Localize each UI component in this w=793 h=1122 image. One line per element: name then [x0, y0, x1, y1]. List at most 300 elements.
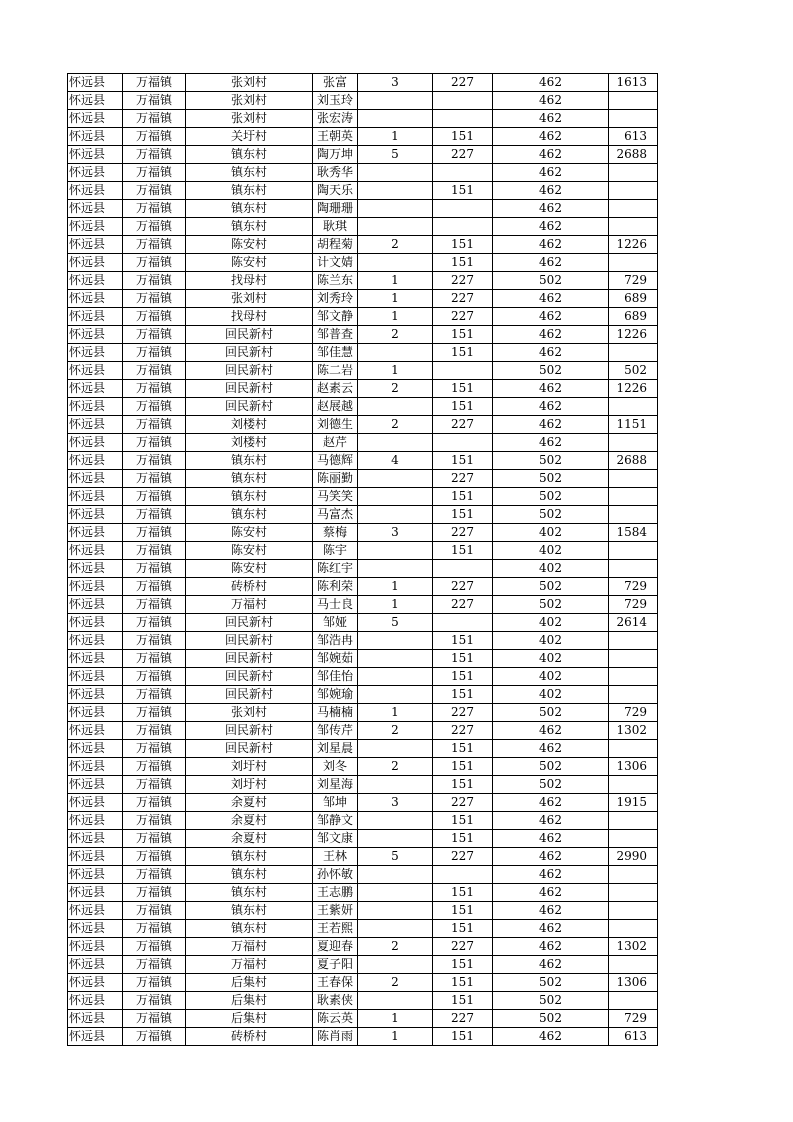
- county-cell: 怀远县: [68, 794, 123, 812]
- town-cell: 万福镇: [123, 326, 186, 344]
- name-cell: 邹佳怡: [313, 668, 358, 686]
- total-cell: 1226: [609, 380, 658, 398]
- table-row: [68, 380, 658, 398]
- village-cell: 砖桥村: [186, 578, 313, 596]
- county-cell: 怀远县: [68, 668, 123, 686]
- amount-b-cell: 502: [493, 704, 609, 722]
- total-cell: 729: [609, 596, 658, 614]
- amount-a-cell: 151: [433, 488, 493, 506]
- household-size-cell: 2: [358, 326, 433, 344]
- name-cell: 计文婧: [313, 254, 358, 272]
- name-cell: 张富: [313, 74, 358, 92]
- amount-b-cell: 462: [493, 884, 609, 902]
- town-cell: 万福镇: [123, 362, 186, 380]
- table-row: [68, 704, 658, 722]
- household-size-cell: [358, 650, 433, 668]
- table-row: [68, 632, 658, 650]
- village-cell: 回民新村: [186, 632, 313, 650]
- name-cell: 陈丽勤: [313, 470, 358, 488]
- name-cell: 夏迎春: [313, 938, 358, 956]
- name-cell: 赵芹: [313, 434, 358, 452]
- village-cell: 余夏村: [186, 794, 313, 812]
- amount-b-cell: 502: [493, 470, 609, 488]
- town-cell: 万福镇: [123, 668, 186, 686]
- amount-a-cell: 151: [433, 506, 493, 524]
- town-cell: 万福镇: [123, 146, 186, 164]
- table-row: [68, 200, 658, 218]
- village-cell: 后集村: [186, 974, 313, 992]
- total-cell: [609, 866, 658, 884]
- name-cell: 马笑笑: [313, 488, 358, 506]
- name-cell: 陈二岩: [313, 362, 358, 380]
- town-cell: 万福镇: [123, 632, 186, 650]
- village-cell: 陈安村: [186, 254, 313, 272]
- amount-b-cell: 502: [493, 272, 609, 290]
- amount-b-cell: 462: [493, 920, 609, 938]
- amount-b-cell: 402: [493, 560, 609, 578]
- county-cell: 怀远县: [68, 218, 123, 236]
- name-cell: 邹普查: [313, 326, 358, 344]
- table-row: [68, 74, 658, 92]
- amount-b-cell: 462: [493, 398, 609, 416]
- amount-a-cell: 151: [433, 398, 493, 416]
- total-cell: [609, 560, 658, 578]
- amount-b-cell: 462: [493, 434, 609, 452]
- table-row: [68, 434, 658, 452]
- village-cell: 回民新村: [186, 668, 313, 686]
- amount-a-cell: 227: [433, 1010, 493, 1028]
- table-row: [68, 578, 658, 596]
- village-cell: 陈安村: [186, 560, 313, 578]
- table-row: [68, 524, 658, 542]
- amount-b-cell: 462: [493, 326, 609, 344]
- amount-a-cell: 151: [433, 920, 493, 938]
- amount-a-cell: 151: [433, 902, 493, 920]
- amount-a-cell: 227: [433, 308, 493, 326]
- village-cell: 张刘村: [186, 704, 313, 722]
- amount-a-cell: 151: [433, 992, 493, 1010]
- town-cell: 万福镇: [123, 380, 186, 398]
- village-cell: 刘圩村: [186, 776, 313, 794]
- name-cell: 陈宇: [313, 542, 358, 560]
- county-cell: 怀远县: [68, 254, 123, 272]
- total-cell: [609, 398, 658, 416]
- town-cell: 万福镇: [123, 488, 186, 506]
- total-cell: 1226: [609, 236, 658, 254]
- amount-a-cell: 227: [433, 470, 493, 488]
- county-cell: 怀远县: [68, 398, 123, 416]
- table-body: [68, 74, 658, 1046]
- table-row: [68, 884, 658, 902]
- total-cell: 729: [609, 578, 658, 596]
- town-cell: 万福镇: [123, 758, 186, 776]
- amount-a-cell: 227: [433, 704, 493, 722]
- amount-a-cell: 151: [433, 776, 493, 794]
- town-cell: 万福镇: [123, 596, 186, 614]
- county-cell: 怀远县: [68, 128, 123, 146]
- name-cell: 陶万坤: [313, 146, 358, 164]
- total-cell: [609, 164, 658, 182]
- amount-b-cell: 462: [493, 344, 609, 362]
- town-cell: 万福镇: [123, 830, 186, 848]
- county-cell: 怀远县: [68, 560, 123, 578]
- amount-b-cell: 462: [493, 848, 609, 866]
- amount-a-cell: 151: [433, 884, 493, 902]
- table-row: [68, 938, 658, 956]
- amount-b-cell: 462: [493, 110, 609, 128]
- amount-a-cell: 151: [433, 758, 493, 776]
- amount-a-cell: 227: [433, 578, 493, 596]
- amount-a-cell: 151: [433, 344, 493, 362]
- amount-a-cell: 227: [433, 74, 493, 92]
- village-cell: 关圩村: [186, 128, 313, 146]
- town-cell: 万福镇: [123, 254, 186, 272]
- town-cell: 万福镇: [123, 236, 186, 254]
- total-cell: [609, 884, 658, 902]
- amount-b-cell: 462: [493, 164, 609, 182]
- county-cell: 怀远县: [68, 362, 123, 380]
- household-size-cell: [358, 740, 433, 758]
- county-cell: 怀远县: [68, 704, 123, 722]
- household-size-cell: [358, 110, 433, 128]
- county-cell: 怀远县: [68, 722, 123, 740]
- total-cell: 729: [609, 272, 658, 290]
- amount-a-cell: 227: [433, 524, 493, 542]
- table-row: [68, 974, 658, 992]
- amount-b-cell: 402: [493, 614, 609, 632]
- county-cell: 怀远县: [68, 434, 123, 452]
- town-cell: 万福镇: [123, 812, 186, 830]
- household-size-cell: 3: [358, 74, 433, 92]
- amount-a-cell: [433, 110, 493, 128]
- county-cell: 怀远县: [68, 182, 123, 200]
- amount-b-cell: 462: [493, 938, 609, 956]
- name-cell: 夏子阳: [313, 956, 358, 974]
- town-cell: 万福镇: [123, 920, 186, 938]
- county-cell: 怀远县: [68, 380, 123, 398]
- town-cell: 万福镇: [123, 308, 186, 326]
- county-cell: 怀远县: [68, 758, 123, 776]
- town-cell: 万福镇: [123, 506, 186, 524]
- village-cell: 张刘村: [186, 290, 313, 308]
- total-cell: [609, 650, 658, 668]
- total-cell: 689: [609, 290, 658, 308]
- household-size-cell: [358, 956, 433, 974]
- household-size-cell: [358, 506, 433, 524]
- table-row: [68, 794, 658, 812]
- household-size-cell: [358, 686, 433, 704]
- name-cell: 邹静文: [313, 812, 358, 830]
- village-cell: 张刘村: [186, 92, 313, 110]
- amount-b-cell: 462: [493, 380, 609, 398]
- amount-a-cell: 151: [433, 236, 493, 254]
- amount-a-cell: 227: [433, 596, 493, 614]
- village-cell: 镇东村: [186, 506, 313, 524]
- village-cell: 回民新村: [186, 614, 313, 632]
- name-cell: 邹佳慧: [313, 344, 358, 362]
- total-cell: 1613: [609, 74, 658, 92]
- name-cell: 邹文静: [313, 308, 358, 326]
- county-cell: 怀远县: [68, 740, 123, 758]
- table-row: [68, 128, 658, 146]
- amount-b-cell: 462: [493, 254, 609, 272]
- table-row: [68, 362, 658, 380]
- town-cell: 万福镇: [123, 92, 186, 110]
- village-cell: 镇东村: [186, 182, 313, 200]
- household-size-cell: 2: [358, 758, 433, 776]
- total-cell: [609, 956, 658, 974]
- household-size-cell: 3: [358, 524, 433, 542]
- amount-b-cell: 462: [493, 236, 609, 254]
- town-cell: 万福镇: [123, 74, 186, 92]
- table-row: [68, 812, 658, 830]
- amount-b-cell: 502: [493, 506, 609, 524]
- household-size-cell: 2: [358, 974, 433, 992]
- table-row: [68, 164, 658, 182]
- total-cell: [609, 92, 658, 110]
- village-cell: 刘楼村: [186, 416, 313, 434]
- household-size-cell: 1: [358, 308, 433, 326]
- table-row: [68, 848, 658, 866]
- county-cell: 怀远县: [68, 272, 123, 290]
- amount-a-cell: [433, 362, 493, 380]
- amount-a-cell: 151: [433, 974, 493, 992]
- amount-b-cell: 502: [493, 1010, 609, 1028]
- village-cell: 后集村: [186, 1010, 313, 1028]
- household-size-cell: 1: [358, 1028, 433, 1046]
- name-cell: 刘秀玲: [313, 290, 358, 308]
- town-cell: 万福镇: [123, 110, 186, 128]
- amount-b-cell: 462: [493, 92, 609, 110]
- household-size-cell: [358, 434, 433, 452]
- amount-a-cell: [433, 218, 493, 236]
- total-cell: 613: [609, 128, 658, 146]
- town-cell: 万福镇: [123, 650, 186, 668]
- amount-a-cell: [433, 560, 493, 578]
- total-cell: 689: [609, 308, 658, 326]
- amount-a-cell: 151: [433, 812, 493, 830]
- amount-b-cell: 462: [493, 956, 609, 974]
- name-cell: 邹浩冉: [313, 632, 358, 650]
- amount-b-cell: 502: [493, 488, 609, 506]
- name-cell: 王若熙: [313, 920, 358, 938]
- town-cell: 万福镇: [123, 200, 186, 218]
- amount-a-cell: 227: [433, 938, 493, 956]
- name-cell: 王朝英: [313, 128, 358, 146]
- county-cell: 怀远县: [68, 344, 123, 362]
- household-size-cell: [358, 920, 433, 938]
- household-size-cell: 1: [358, 362, 433, 380]
- amount-a-cell: 227: [433, 848, 493, 866]
- household-size-cell: 1: [358, 1010, 433, 1028]
- county-cell: 怀远县: [68, 452, 123, 470]
- name-cell: 马富杰: [313, 506, 358, 524]
- table-row: [68, 650, 658, 668]
- total-cell: [609, 920, 658, 938]
- village-cell: 陈安村: [186, 236, 313, 254]
- table-row: [68, 902, 658, 920]
- village-cell: 回民新村: [186, 380, 313, 398]
- name-cell: 邹文康: [313, 830, 358, 848]
- total-cell: [609, 488, 658, 506]
- amount-a-cell: 151: [433, 128, 493, 146]
- name-cell: 刘冬: [313, 758, 358, 776]
- county-cell: 怀远县: [68, 578, 123, 596]
- name-cell: 陈云英: [313, 1010, 358, 1028]
- table-row: [68, 1028, 658, 1046]
- total-cell: 1584: [609, 524, 658, 542]
- village-cell: 镇东村: [186, 848, 313, 866]
- county-cell: 怀远县: [68, 542, 123, 560]
- table-row: [68, 110, 658, 128]
- village-cell: 镇东村: [186, 884, 313, 902]
- amount-a-cell: 151: [433, 650, 493, 668]
- total-cell: 729: [609, 704, 658, 722]
- total-cell: [609, 542, 658, 560]
- county-cell: 怀远县: [68, 866, 123, 884]
- household-size-cell: 4: [358, 452, 433, 470]
- total-cell: [609, 470, 658, 488]
- village-cell: 陈安村: [186, 542, 313, 560]
- amount-a-cell: [433, 614, 493, 632]
- amount-b-cell: 462: [493, 218, 609, 236]
- county-cell: 怀远县: [68, 470, 123, 488]
- amount-a-cell: 151: [433, 686, 493, 704]
- total-cell: [609, 992, 658, 1010]
- data-table: [67, 73, 658, 1046]
- amount-b-cell: 402: [493, 632, 609, 650]
- table-row: [68, 722, 658, 740]
- county-cell: 怀远县: [68, 632, 123, 650]
- amount-b-cell: 462: [493, 722, 609, 740]
- total-cell: 1151: [609, 416, 658, 434]
- village-cell: 镇东村: [186, 488, 313, 506]
- table-row: [68, 398, 658, 416]
- household-size-cell: 1: [358, 578, 433, 596]
- county-cell: 怀远县: [68, 308, 123, 326]
- county-cell: 怀远县: [68, 686, 123, 704]
- household-size-cell: [358, 668, 433, 686]
- household-size-cell: [358, 218, 433, 236]
- total-cell: 1226: [609, 326, 658, 344]
- town-cell: 万福镇: [123, 866, 186, 884]
- town-cell: 万福镇: [123, 164, 186, 182]
- town-cell: 万福镇: [123, 884, 186, 902]
- county-cell: 怀远县: [68, 776, 123, 794]
- name-cell: 邹婉瑜: [313, 686, 358, 704]
- village-cell: 回民新村: [186, 650, 313, 668]
- amount-b-cell: 502: [493, 974, 609, 992]
- town-cell: 万福镇: [123, 524, 186, 542]
- village-cell: 镇东村: [186, 902, 313, 920]
- household-size-cell: [358, 776, 433, 794]
- village-cell: 镇东村: [186, 866, 313, 884]
- total-cell: [609, 740, 658, 758]
- table-row: [68, 488, 658, 506]
- table-row: [68, 830, 658, 848]
- name-cell: 邹娅: [313, 614, 358, 632]
- town-cell: 万福镇: [123, 1028, 186, 1046]
- table-row: [68, 218, 658, 236]
- town-cell: 万福镇: [123, 470, 186, 488]
- total-cell: [609, 902, 658, 920]
- county-cell: 怀远县: [68, 812, 123, 830]
- table-row: [68, 668, 658, 686]
- total-cell: [609, 506, 658, 524]
- amount-b-cell: 402: [493, 650, 609, 668]
- village-cell: 找母村: [186, 308, 313, 326]
- name-cell: 陈兰东: [313, 272, 358, 290]
- household-size-cell: [358, 200, 433, 218]
- village-cell: 张刘村: [186, 110, 313, 128]
- amount-a-cell: [433, 92, 493, 110]
- household-size-cell: 5: [358, 614, 433, 632]
- town-cell: 万福镇: [123, 848, 186, 866]
- amount-b-cell: 502: [493, 596, 609, 614]
- amount-b-cell: 462: [493, 794, 609, 812]
- amount-b-cell: 462: [493, 830, 609, 848]
- village-cell: 砖桥村: [186, 1028, 313, 1046]
- town-cell: 万福镇: [123, 722, 186, 740]
- village-cell: 回民新村: [186, 740, 313, 758]
- amount-a-cell: 227: [433, 290, 493, 308]
- town-cell: 万福镇: [123, 452, 186, 470]
- county-cell: 怀远县: [68, 974, 123, 992]
- name-cell: 胡程菊: [313, 236, 358, 254]
- total-cell: 1302: [609, 938, 658, 956]
- name-cell: 蔡梅: [313, 524, 358, 542]
- name-cell: 陶珊珊: [313, 200, 358, 218]
- total-cell: 2990: [609, 848, 658, 866]
- table-row: [68, 542, 658, 560]
- town-cell: 万福镇: [123, 218, 186, 236]
- total-cell: [609, 254, 658, 272]
- amount-a-cell: [433, 866, 493, 884]
- name-cell: 耿琪: [313, 218, 358, 236]
- total-cell: 2614: [609, 614, 658, 632]
- table-row: [68, 344, 658, 362]
- amount-b-cell: 462: [493, 290, 609, 308]
- amount-a-cell: 151: [433, 254, 493, 272]
- total-cell: 1306: [609, 758, 658, 776]
- table-row: [68, 776, 658, 794]
- table-row: [68, 506, 658, 524]
- name-cell: 孙怀敏: [313, 866, 358, 884]
- amount-a-cell: 151: [433, 956, 493, 974]
- amount-a-cell: [433, 200, 493, 218]
- county-cell: 怀远县: [68, 938, 123, 956]
- household-size-cell: [358, 470, 433, 488]
- table-row: [68, 560, 658, 578]
- total-cell: [609, 344, 658, 362]
- household-size-cell: [358, 164, 433, 182]
- county-cell: 怀远县: [68, 1028, 123, 1046]
- amount-b-cell: 462: [493, 866, 609, 884]
- town-cell: 万福镇: [123, 578, 186, 596]
- total-cell: [609, 218, 658, 236]
- name-cell: 耿秀华: [313, 164, 358, 182]
- amount-a-cell: 151: [433, 452, 493, 470]
- amount-b-cell: 502: [493, 578, 609, 596]
- amount-a-cell: 227: [433, 272, 493, 290]
- household-size-cell: [358, 632, 433, 650]
- table-row: [68, 758, 658, 776]
- household-size-cell: 2: [358, 722, 433, 740]
- name-cell: 邹坤: [313, 794, 358, 812]
- table-row: [68, 254, 658, 272]
- amount-a-cell: 151: [433, 740, 493, 758]
- amount-b-cell: 502: [493, 758, 609, 776]
